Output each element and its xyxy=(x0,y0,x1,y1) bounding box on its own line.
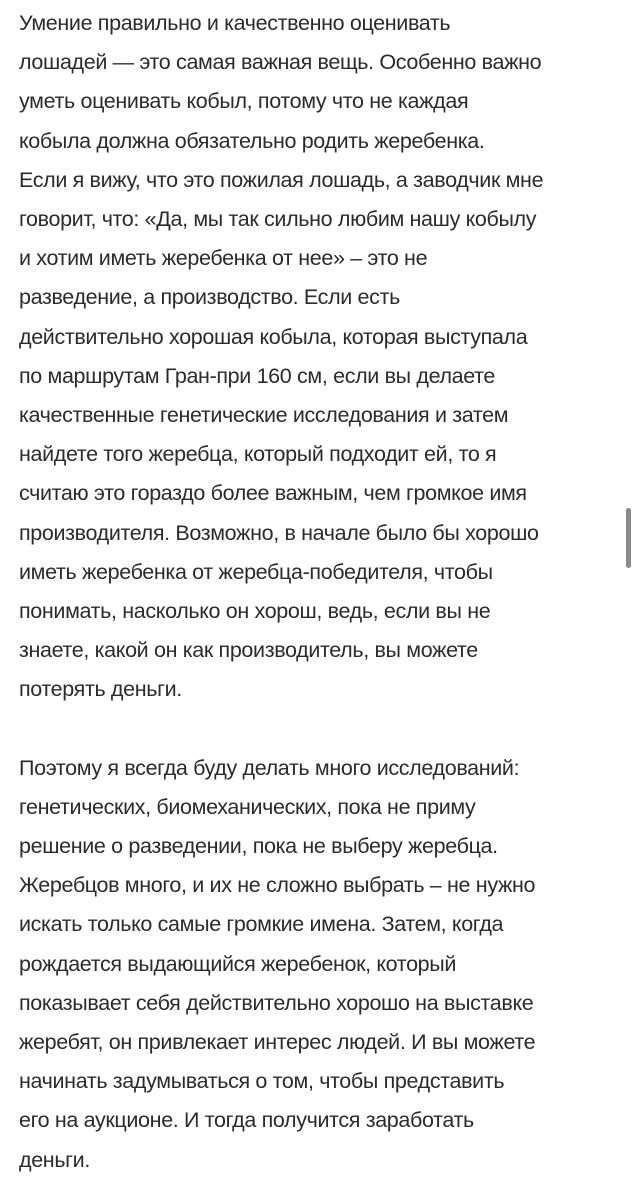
text-line: решение о разведении, пока не выберу жеребца. xyxy=(19,834,498,859)
text-line: Умение правильно и качественно оценивать xyxy=(19,11,451,35)
text-line: показывает себя действительно хорошо на выставке xyxy=(19,990,534,1015)
text-line: действительно хорошая кобыла, которая выступала xyxy=(19,324,528,349)
text-line: деньги. xyxy=(19,1147,90,1172)
text-line: Если я вижу, что это пожилая лошадь, а заводчик мне xyxy=(19,167,544,192)
text-line: Поэтому я всегда буду делать много исследований: xyxy=(19,755,520,780)
text-line: искать только самые громкие имена. Затем, когда xyxy=(19,912,504,937)
text-line: по маршрутам Гран-при 160 см, если вы делаете xyxy=(19,363,496,388)
scrollbar-thumb[interactable] xyxy=(626,508,631,568)
text-line: разведение, а производство. Если есть xyxy=(19,285,400,310)
text-line: говорит, что: «Да, мы так сильно любим нашу кобылу xyxy=(19,207,537,232)
text-line: потерять деньги. xyxy=(19,677,182,702)
text-line: генетических, биомеханических, пока не приму xyxy=(19,794,476,819)
paragraph xyxy=(19,749,619,1180)
text-line: знаете, какой он как производитель, вы можете xyxy=(19,638,478,663)
text-line: начинать задумываться о том, чтобы представить xyxy=(19,1069,505,1094)
text-line: лошадей — это самая важная вещь. Особенно важно xyxy=(19,50,542,75)
text-line: производителя. Возможно, в начале было бы хорошо xyxy=(19,520,539,545)
text-line: иметь жеребенка от жеребца-победителя, чтобы xyxy=(19,559,493,584)
text-line: понимать, насколько он хорош, ведь, если вы не xyxy=(19,599,491,624)
paragraph xyxy=(19,4,619,710)
text-line: уметь оценивать кобыл, потому что не каждая xyxy=(19,89,469,114)
text-line: и хотим иметь жеребенка от нее» – это не xyxy=(19,246,428,271)
text-line: Жеребцов много, и их не сложно выбрать – не нужно xyxy=(19,873,536,898)
text-line: найдете того жеребца, который подходит ей, то я xyxy=(19,442,497,467)
text-line: качественные генетические исследования и затем xyxy=(19,403,509,428)
text-line: жеребят, он привлекает интерес людей. И вы можете xyxy=(19,1030,536,1055)
article-body xyxy=(19,4,619,1180)
text-line: считаю это гораздо более важным, чем громкое имя xyxy=(19,481,527,506)
text-line: кобыла должна обязательно родить жеребенка. xyxy=(19,128,485,153)
text-line: его на аукционе. И тогда получится заработать xyxy=(19,1108,474,1133)
text-line: рождается выдающийся жеребенок, который xyxy=(19,951,457,976)
